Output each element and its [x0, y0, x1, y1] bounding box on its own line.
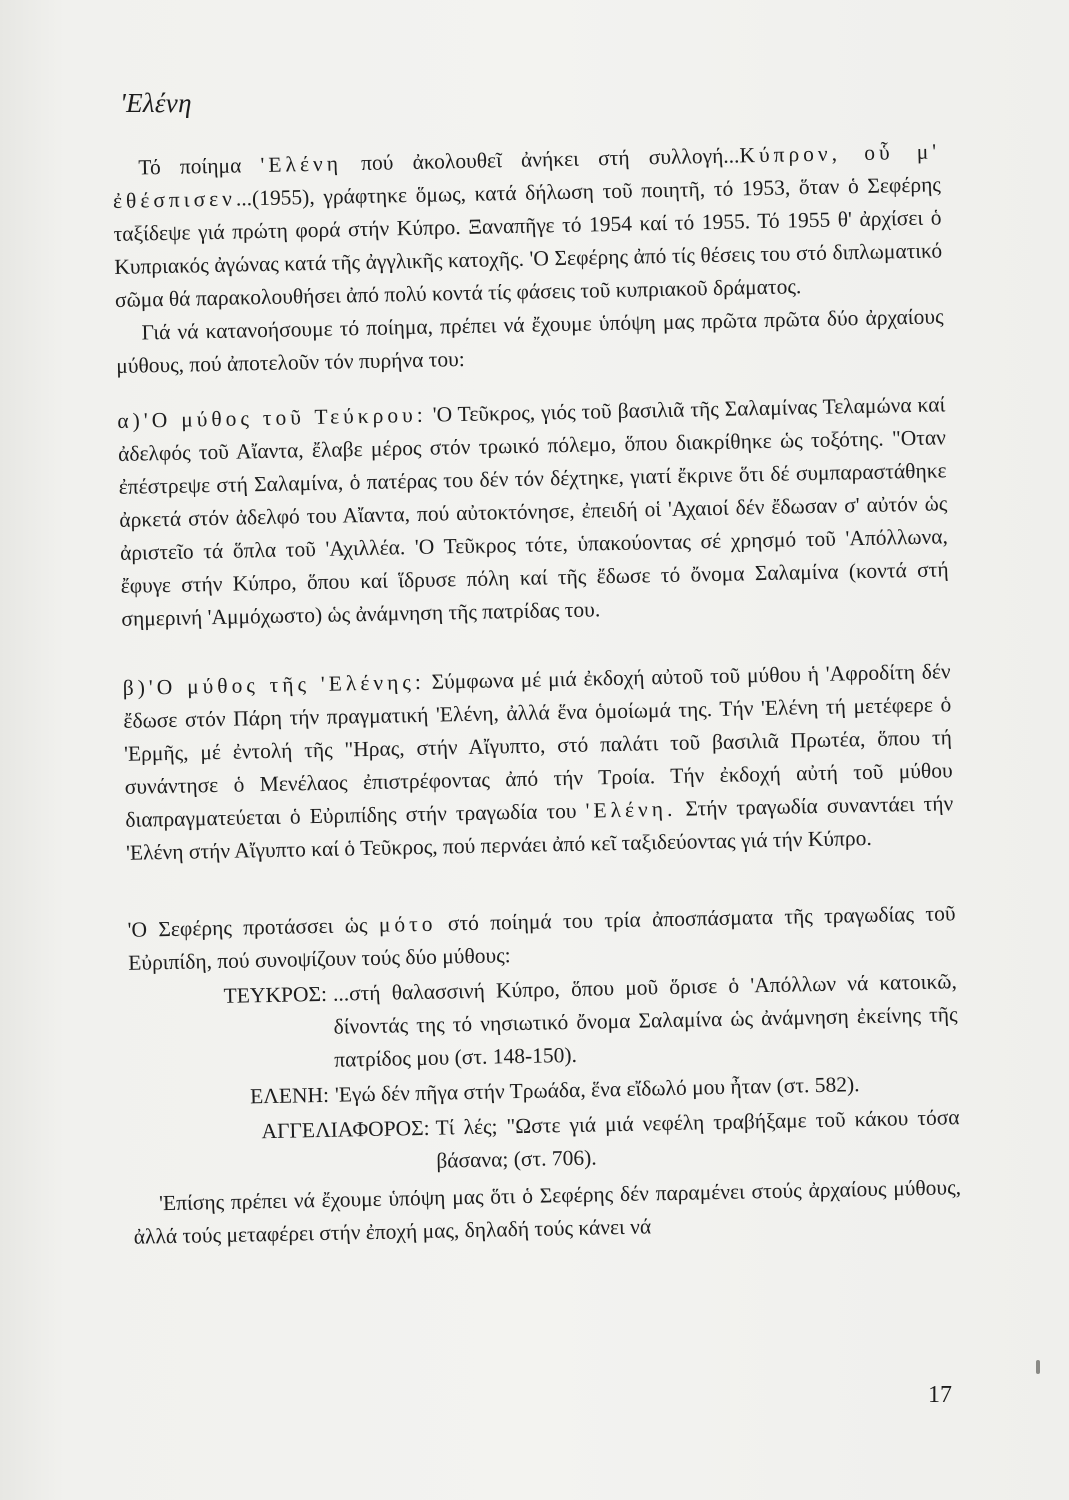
- myth-a-text: 'Ο Τεῦκρος, γιός τοῦ βασιλιᾶ τῆς Σαλαμίνας Τελαμώνα καί ἀδελφός τοῦ Αἴαντα, ἔλαβε μέρος στόν τρωικό πόλεμο, ὅπου διακρίθηκε ὡς τοξότης. "Οταν ἐπέστρεψε στή Σαλαμίνα, ὁ πατέρας του δέν τόν δέχτηκε, γιατί ἔκρινε ὅτι δέ συμπαραστάθηκε ἀρκετά στόν ἀδελφό του Αἴαντα, πού αὐτοκτόνησε, ἐπειδή οἱ 'Αχαιοί δέν ἔδωσαν σ' αὐτόν ὡς ἀριστεῖο τά ὅπλα τοῦ 'Αχιλλέα. 'Ο Τεῦκρος τότε, ὑπακούοντας σέ χρησμό τοῦ 'Απόλλωνα, ἔφυγε στήν Κύπρο, ὅπου καί ἵδρυσε πόλη καί τῆς ἔδωσε τό ὄνομα Σαλαμίνα (κοντά στή σημερινή 'Αμμόχωστο) ὡς ἀνάμνηση τῆς πατρίδας του.: [117, 392, 949, 631]
- intro-lead: Τό ποίημα: [138, 153, 261, 180]
- ink-mark: [1036, 1360, 1040, 1374]
- quote-text: ...στή θαλασσινή Κύπρο, ὅπου μοῦ ὅρισε ὁ 'Απόλλων νά κατοικῶ, δίνοντάς της τό νησιωτικό ὄνομα Σαλαμίνα ὡς ἀνάμνηση ἐκείνης τῆς πατρίδος μου (στ. 148-150).: [332, 969, 958, 1072]
- quote-angeliaforos: [131, 1101, 960, 1184]
- myth-a-paragraph: [117, 388, 949, 636]
- quote-text: 'Εγώ δέν πῆγα στήν Τρωάδα, ἕνα εἴδωλό μου ἦταν (στ. 582).: [334, 1072, 860, 1107]
- motto-rest: στό ποίημά του τρία ἀποσπάσματα τῆς τραγωδίας τοῦ Εὐριπίδη, πού συνοψίζουν τούς δύο μύθους:: [128, 901, 956, 975]
- motto-lead: 'Ο Σεφέρης προτάσσει ὡς: [127, 912, 380, 942]
- quote-teukros: [129, 965, 959, 1081]
- myths-intro-paragraph: Γιά νά κατανοήσουμε τό ποίημα, πρέπει νά ἔχουμε ὑπόψη μας πρῶτα πρῶτα δύο ἀρχαίους μύθους, πού ἀποτελοῦν τόν πυρήνα του:: [116, 304, 944, 378]
- page-number: 17: [928, 1382, 952, 1408]
- page-title: 'Ελένη: [120, 88, 192, 118]
- closing-paragraph: 'Επίσης πρέπει νά ἔχουμε ὑπόψη μας ὅτι ὁ Σεφέρης δέν παραμένει στούς ἀρχαίους μύθους, ἀλλά τούς μεταφέρει στήν ἐποχή μας, δηλαδή τούς κάνει νά: [133, 1175, 962, 1249]
- myth-b-text-2: Στήν τραγωδία συναντάει τήν 'Ελένη στήν Αἴγυπτο καί ὁ Τεῦκρος, πού περνάει ἀπό κεῖ ταξιδεύοντας γιά τήν Κύπρο.: [125, 791, 954, 865]
- myth-b-label: β)'Ο μύθος τῆς 'Ελένης:: [122, 669, 426, 700]
- intro-rest: ...(1955), γράφτηκε ὅμως, κατά δήλωση τοῦ ποιητῆ, τό 1953, ὅταν ὁ Σεφέρης ταξίδεψε γιά πρώτη φορά στήν Κύπρο. Ξαναπῆγε τό 1954 καί τό 1955. Τό 1955 θ' ἀρχίσει ὁ Κυπριακός ἀγώνας κατά τῆς ἀγγλικῆς κατοχῆς. 'Ο Σεφέρης ἀπό τίς θέσεις του στό διπλωματικό σῶμα θά παρακολουθήσει ἀπό πολύ κοντά τίς φάσεις τοῦ κυπριακοῦ δράματος.: [113, 172, 943, 312]
- myth-b-text-1: Σύμφωνα μέ μιά ἐκδοχή αὐτοῦ τοῦ μύθου ἡ 'Αφροδίτη δέν ἔδωσε στόν Πάρη τήν πραγματική 'Ελένη, ἀλλά ἕνα ὁμοίωμά της. Τήν 'Ελένη τή μετέφερε ὁ 'Ερμῆς, μέ ἐντολή τῆς "Ηρας, στήν Αἴγυπτο, στό παλάτι τοῦ βασιλιᾶ Πρωτέα, ὅπου τή συνάντησε ὁ Μενέλαος ἐπιστρέφοντας ἀπό τήν Τροία. Τήν ἐκδοχή αὐτή τοῦ μύθου διαπραγματεύεται ὁ Εὐριπίδης στήν τραγωδία του: [123, 659, 953, 832]
- myth-a-label: α)'Ο μύθος τοῦ Τεύκρου:: [117, 402, 427, 433]
- motto-word: μότο: [378, 911, 437, 937]
- quote-speaker: ΑΓΓΕΛΙΑΦΟΡΟΣ:: [261, 1115, 430, 1144]
- play-name: 'Ελένη.: [585, 796, 677, 823]
- myth-b-paragraph: [122, 655, 954, 870]
- quote-text: Τί λές; "Ωστε γιά μιά νεφέλη τραβήξαμε τοῦ κάκου τόσα βάσανα; (στ. 706).: [435, 1105, 960, 1173]
- poem-name: 'Ελένη: [260, 151, 343, 178]
- intro-paragraph: [112, 135, 943, 317]
- intro-mid: πού ἀκολουθεῖ ἀνήκει στή συλλογή...: [341, 143, 740, 176]
- collection-name: Κύπρον, οὗ μ' ἐθέσπισεν: [112, 139, 941, 213]
- quote-speaker: ΕΛΕΝΗ:: [249, 1082, 330, 1109]
- body-text: [112, 135, 962, 1253]
- quote-speaker: ΤΕΥΚΡΟΣ:: [223, 981, 328, 1008]
